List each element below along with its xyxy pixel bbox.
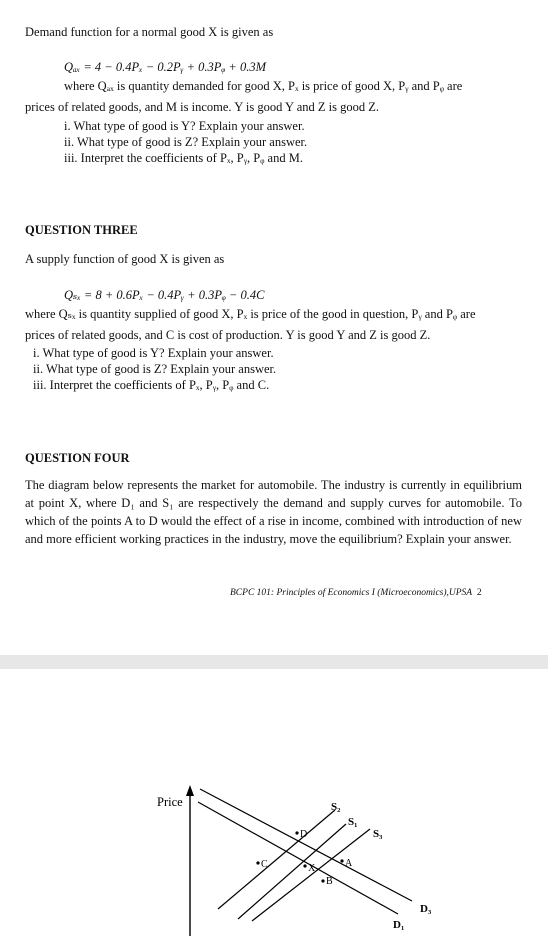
label-d1: D₁	[393, 919, 405, 931]
label-s1: S₁	[348, 816, 358, 828]
q2-intro: Demand function for a normal good X is given as	[25, 25, 274, 39]
demand-curve-d3	[200, 789, 412, 901]
price-axis-arrow	[186, 785, 194, 796]
point-b-dot	[321, 879, 324, 882]
page-separator	[0, 655, 548, 669]
q2-equation: Qₐₓ = 4 − 0.4Pₓ − 0.2Pᵧ + 0.3Pᵩ + 0.3M	[64, 60, 266, 74]
footer-page-number: 2	[476, 588, 482, 598]
q3-where-line: where Qₛₓ is quantity supplied of good X, Pₓ is price of the good in question, Pᵧ and Pᵩ are	[25, 307, 476, 321]
page-footer	[230, 586, 482, 601]
point-d-dot	[295, 831, 298, 834]
q2-item-3: iii. Interpret the coefficients of Pₓ, Pᵧ, Pᵩ and M.	[64, 151, 303, 165]
price-axis-label: Price	[157, 795, 183, 809]
q3-item-1: i. What type of good is Y? Explain your answer.	[33, 346, 274, 360]
label-point-c: C	[261, 859, 268, 870]
q3-item-3: iii. Interpret the coefficients of Pₓ, Pᵧ, Pᵩ and C.	[33, 378, 270, 392]
label-point-x: X	[308, 863, 316, 874]
q3-prices-line: prices of related goods, and C is cost of production. Y is good Y and Z is good Z.	[25, 328, 431, 342]
q3-heading: QUESTION THREE	[25, 223, 138, 237]
q3-intro: A supply function of good X is given as	[25, 252, 225, 266]
label-point-a: A	[345, 858, 353, 869]
market-diagram	[0, 669, 548, 936]
q2-item-1: i. What type of good is Y? Explain your answer.	[64, 119, 305, 133]
point-a-dot	[340, 859, 343, 862]
q2-where-line: where Qₐₓ is quantity demanded for good X, Pₓ is price of good X, Pᵧ and Pᵩ are	[64, 79, 463, 93]
page-two	[0, 669, 548, 936]
q3-item-2: ii. What type of good is Z? Explain your answer.	[33, 362, 277, 376]
q3-equation: Qₛₓ = 8 + 0.6Pₓ − 0.4Pᵧ + 0.3Pᵩ − 0.4C	[64, 288, 265, 302]
q2-item-2: ii. What type of good is Z? Explain your answer.	[64, 135, 308, 149]
label-d3: D₃	[420, 903, 432, 915]
label-point-b: B	[326, 876, 333, 887]
q2-prices-line: prices of related goods, and M is income. Y is good Y and Z is good Z.	[25, 100, 379, 114]
label-s3: S₃	[373, 828, 383, 840]
label-point-d: D	[300, 829, 308, 840]
q4-paragraph: The diagram below represents the market for automobile. The industry is currently in equilibrium at point X, where D₁ and S₁ are respectively the demand and supply curves for automobile. To which of the points A to D would the effect of a rise in income, combined with introduction of new and more efficient working practices in the industry, move the equilibrium? Explain your answer.	[25, 478, 522, 546]
q4-heading: QUESTION FOUR	[25, 451, 130, 465]
supply-curve-s2	[218, 810, 335, 909]
point-c-dot	[256, 861, 259, 864]
footer-text: BCPC 101: Principles of Economics I (Microeconomics),UPSA	[230, 588, 473, 598]
point-x-dot	[303, 864, 306, 867]
label-s2: S₂	[331, 801, 341, 813]
demand-curve-d1	[198, 802, 398, 914]
